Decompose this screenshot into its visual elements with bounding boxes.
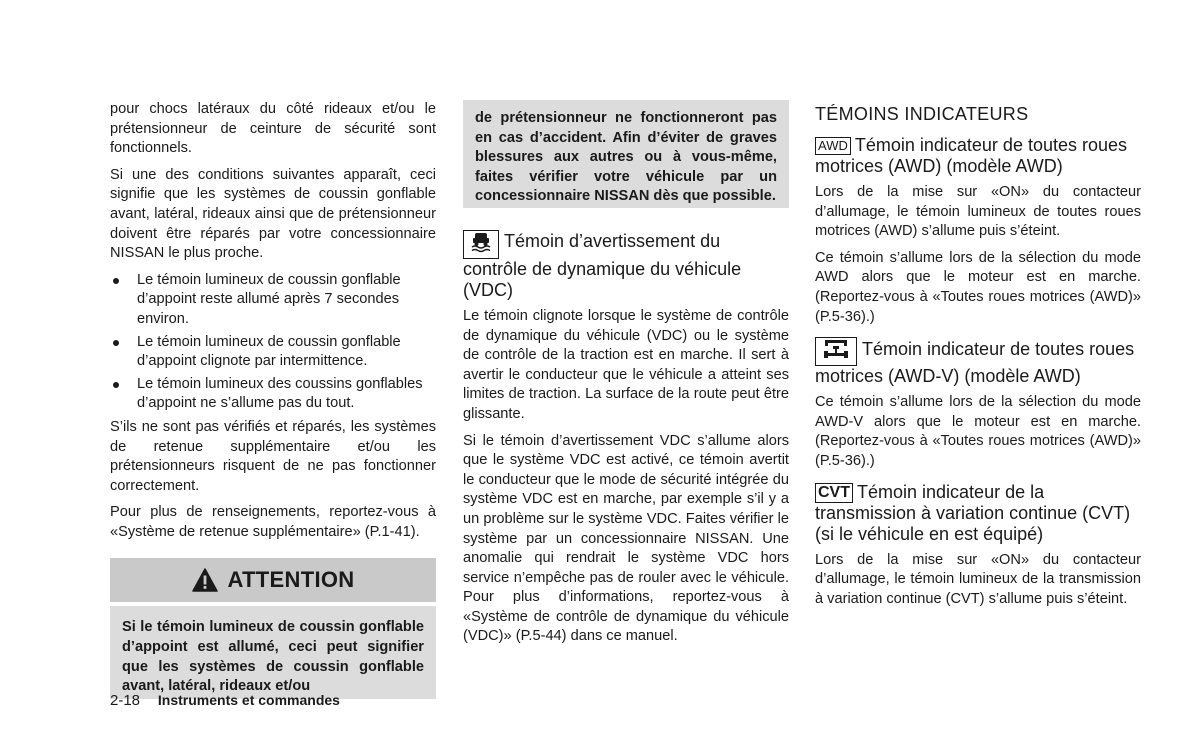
attention-title: ATTENTION	[227, 567, 355, 593]
bullet-list	[110, 271, 436, 414]
column-left	[110, 100, 436, 699]
paragraph: Pour plus de renseignements, reportez-vous à «Système de retenue supplémentaire» (P.1-41).	[110, 504, 436, 540]
page-footer	[110, 692, 340, 709]
paragraph: Le témoin clignote lorsque le système de contrôle de dynamique du véhicule (VDC) ou le système de contrôle de la traction est en marche. Il sert à avertir le conducteur que le véhicule a atteint ses limites de traction. La surface de la route peut être glissante.	[463, 307, 789, 422]
paragraph: pour chocs latéraux du côté rideaux et/ou le prétensionneur de ceinture de sécurité sont fonctionnels.	[110, 101, 436, 157]
awd-icon: AWD	[815, 137, 851, 155]
list-item: Le témoin lumineux de coussin gonflable d’appoint clignote par intermittence.	[110, 333, 436, 372]
awdv-heading: Témoin indicateur de toutes roues motrices (AWD-V) (modèle AWD)	[815, 339, 1135, 387]
paragraph: Si le témoin d’avertissement VDC s’allume alors que le système VDC est activé, ce témoin avertit le conducteur que le mode de sécurité intégrée du système VDC est en marche, par exemple s’il y a un problème sur le système VDC. Faites vérifier le système par un concessionnaire NISSAN. Une anomalie qui rendrait le système VDC hors service n’empêche pas de rouler avec le véhicule. Pour plus d’informations, reportez-vous à «Système de contrôle de dynamique du véhicule (VDC)» (P.5-44) dans ce manuel.	[463, 432, 789, 645]
cvt-heading: CVT Témoin indicateur de la transmission à variation continue (CVT) (si le véhicule en est équipé)	[815, 481, 1131, 544]
awd-v-icon	[815, 337, 857, 366]
paragraph: Si une des conditions suivantes apparaît, ceci signifie que les systèmes de coussin gonflable avant, latéral, rideaux ainsi que de prétensionneur doivent être réparés par votre concessionnaire NISSAN le plus proche.	[110, 166, 436, 262]
list-item: Le témoin lumineux de coussin gonflable d’appoint reste allumé après 7 secondes environ.	[110, 271, 436, 330]
bullet-icon	[113, 278, 119, 284]
paragraph: S’ils ne sont pas vérifiés et réparés, les systèmes de retenue supplémentaire et/ou les prétensionneurs risquent de ne pas fonctionner correctement.	[110, 418, 436, 494]
section-title: TÉMOINS INDICATEURS	[815, 104, 1029, 124]
list-item: Le témoin lumineux des coussins gonflables d’appoint ne s’allume pas du tout.	[110, 375, 436, 414]
attention-continued: de prétensionneur ne fonctionneront pas en cas d’accident. Afin d’éviter de graves blessures aux autres ou à vous-même, faites vérifier votre véhicule par un concessionnaire NISSAN dès que possible.	[463, 100, 789, 208]
bullet-icon	[113, 340, 119, 346]
awd-heading: AWD Témoin indicateur de toutes roues motrices (AWD) (modèle AWD)	[815, 135, 1128, 176]
column-right	[815, 100, 1141, 616]
vdc-warning-icon	[463, 230, 499, 259]
cvt-icon: CVT	[815, 483, 853, 503]
vdc-heading: Témoin d’avertissement du contrôle de dynamique du véhicule (VDC)	[463, 230, 742, 300]
attention-text: Si le témoin lumineux de coussin gonflable d’appoint est allumé, ceci peut signifier que les systèmes de coussin gonflable avant, latéral, rideaux et/ou	[110, 606, 436, 698]
chapter-title: Instruments et commandes	[157, 692, 340, 708]
page-number: 2-18	[110, 692, 141, 709]
attention-header	[110, 558, 436, 602]
paragraph: Ce témoin s’allume lors de la sélection du mode AWD alors que le moteur est en marche. (Reportez-vous à «Toutes roues motrices (AWD)» (P.5-36).)	[815, 249, 1141, 325]
warning-triangle-icon	[192, 568, 218, 592]
bullet-icon	[113, 382, 119, 388]
paragraph: Ce témoin s’allume lors de la sélection du mode AWD-V alors que le moteur est en marche. (Reportez-vous à «Toutes roues motrices (AWD)» (P.5-36).)	[815, 394, 1141, 469]
paragraph: Lors de la mise sur «ON» du contacteur d’allumage, le témoin lumineux de la transmission à variation continue (CVT) s’allume puis s’éteint.	[815, 551, 1141, 607]
paragraph: Lors de la mise sur «ON» du contacteur d’allumage, le témoin lumineux de toutes roues motrices (AWD) s’allume puis s’éteint.	[815, 184, 1141, 240]
column-middle	[463, 100, 789, 654]
